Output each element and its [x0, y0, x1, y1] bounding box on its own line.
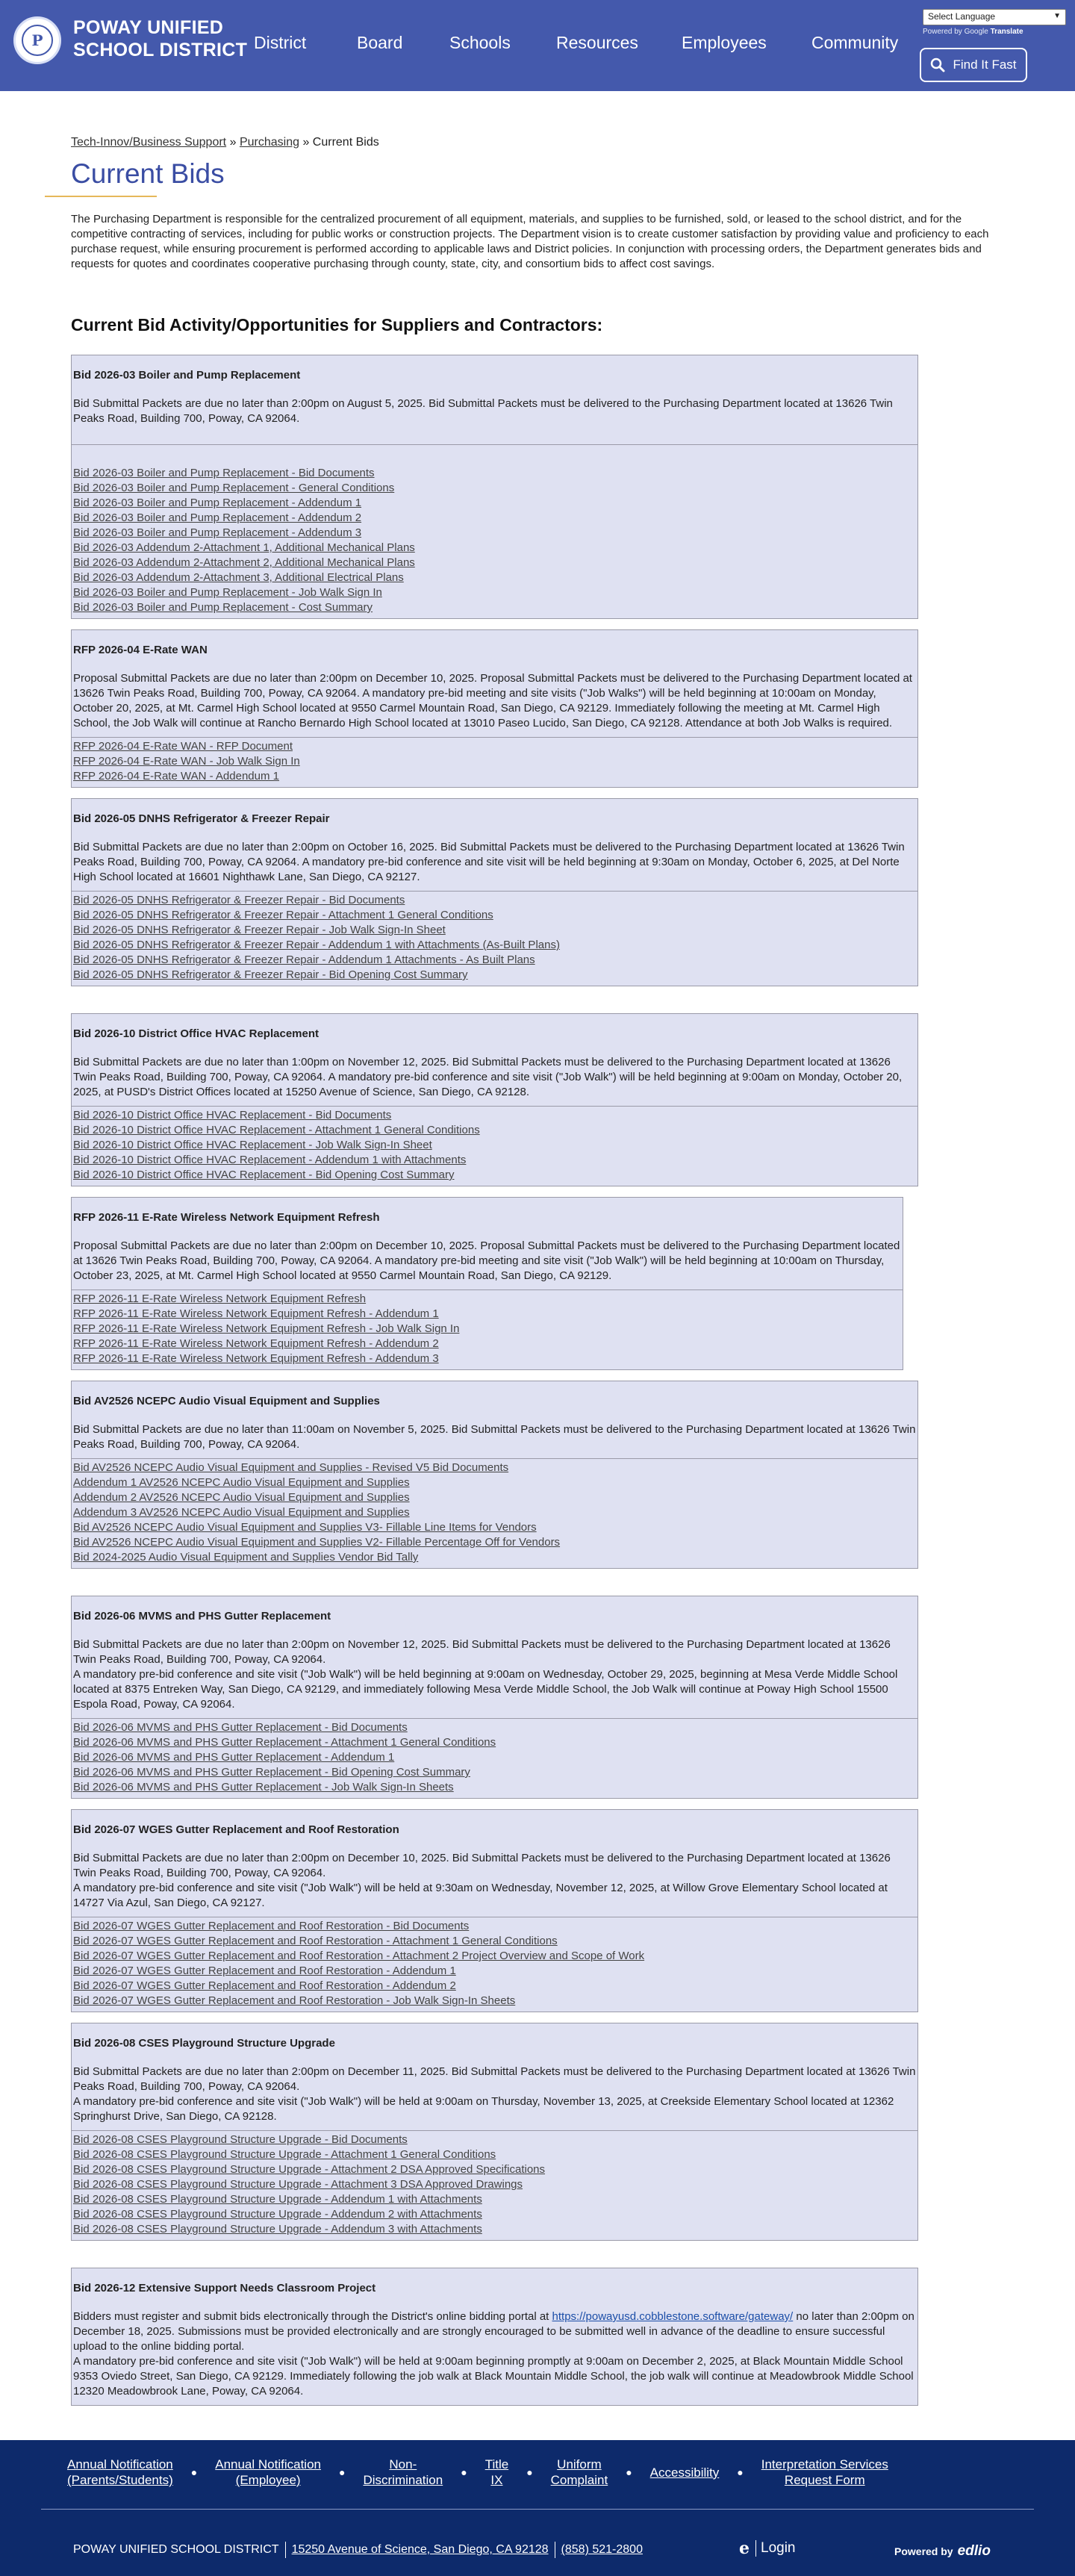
bid-document-links: [72, 1290, 903, 1369]
footer-link-line: (Employee): [235, 2473, 301, 2487]
bid-document-link[interactable]: Bid 2026-03 Addendum 2-Attachment 3, Additional Electrical Plans: [73, 571, 404, 584]
bid-description: [73, 1239, 901, 1284]
bid-document-link[interactable]: Bid 2026-10 District Office HVAC Replacement - Addendum 1 with Attachments: [73, 1154, 467, 1166]
bid-document-link[interactable]: Bid 2026-05 DNHS Refrigerator & Freezer Repair - Job Walk Sign-In Sheet: [73, 924, 446, 936]
bid-header: [72, 799, 917, 892]
bid-document-link[interactable]: Bid 2026-08 CSES Playground Structure Upgrade - Addendum 1 with Attachments: [73, 2193, 482, 2206]
powered-by-edlio[interactable]: [894, 2543, 991, 2560]
footer-contact: [73, 2542, 643, 2558]
bid-document-link[interactable]: RFP 2026-11 E-Rate Wireless Network Equipment Refresh - Addendum 1: [73, 1307, 439, 1320]
bid-title: Bid 2026-07 WGES Gutter Replacement and Roof Restoration: [73, 1823, 399, 1836]
footer-link[interactable]: [650, 2465, 720, 2480]
district-logo[interactable]: [13, 16, 61, 64]
bid-header: [72, 1198, 903, 1290]
bid-document-link[interactable]: RFP 2026-11 E-Rate Wireless Network Equipment Refresh - Job Walk Sign In: [73, 1322, 460, 1335]
bid-document-link[interactable]: Bid 2026-10 District Office HVAC Replacement - Bid Opening Cost Summary: [73, 1169, 455, 1181]
bidding-portal-link[interactable]: https://powayusd.cobblestone.software/gateway/: [552, 2310, 794, 2323]
bid-document-link[interactable]: Bid 2026-08 CSES Playground Structure Upgrade - Attachment 2 DSA Approved Specifications: [73, 2163, 546, 2176]
bid-document-links: [72, 1107, 917, 1186]
section-heading: Current Bid Activity/Opportunities for Suppliers and Contractors:: [71, 315, 603, 335]
footer-separator: [285, 2542, 286, 2558]
bid-description-text: Bidders must register and submit bids electronically through the District's online bidding portal at: [73, 2310, 552, 2323]
bid-document-link[interactable]: Bid 2026-06 MVMS and PHS Gutter Replacement - Bid Documents: [73, 1721, 408, 1734]
bid-document-link[interactable]: Bid 2024-2025 Audio Visual Equipment and Supplies Vendor Bid Tally: [73, 1551, 419, 1564]
bid-document-link[interactable]: Bid AV2526 NCEPC Audio Visual Equipment and Supplies V3- Fillable Line Items for Vendors: [73, 1521, 537, 1534]
bid-document-link[interactable]: Bid 2026-08 CSES Playground Structure Upgrade - Addendum 2 with Attachments: [73, 2208, 482, 2221]
footer-bullet-icon: ●: [737, 2466, 744, 2478]
nav-district[interactable]: District: [254, 33, 307, 52]
bid-document-link[interactable]: Bid 2026-03 Boiler and Pump Replacement - Addendum 1: [73, 497, 362, 509]
breadcrumb: [71, 136, 1075, 149]
bid-card: [71, 355, 918, 619]
footer-link[interactable]: [551, 2457, 608, 2488]
bid-header: [72, 1014, 917, 1107]
bid-title: Bid 2026-05 DNHS Refrigerator & Freezer Repair: [73, 812, 330, 825]
bid-description-text: Bid Submittal Packets are due no later than 2:00pm on August 5, 2025. Bid Submittal Packets must be delivered to the Purchasing Department located at 13626 Twin Peaks Road, Building 700, Poway, CA 92064.: [73, 397, 893, 425]
bid-document-links: [72, 1917, 917, 2012]
bid-document-link[interactable]: Bid 2026-08 CSES Playground Structure Upgrade - Attachment 1 General Conditions: [73, 2148, 496, 2161]
footer-link[interactable]: [363, 2457, 443, 2488]
page-title: Current Bids: [71, 158, 225, 189]
bid-description-text: A mandatory pre-bid conference and site visit ("Job Walk") will be held at 9:00am on Thursday, November 13, 2025, at Creekside Elementary School located at 12362 Springhurst Drive, San Diego, CA 92128.: [73, 2095, 894, 2123]
edlio-logo: edlio: [957, 2543, 991, 2559]
bid-description: [73, 2309, 916, 2399]
bid-title: Bid 2026-03 Boiler and Pump Replacement: [73, 369, 301, 382]
footer-link-line: Uniform: [557, 2457, 602, 2471]
intro-paragraph: The Purchasing Department is responsible for the centralized procurement of all equipment, materials, and supplies to be furnished, sold, or leased to the school district, and for the competitive contracting of services, including for public works or construction projects. The Department vision is to create customer satisfaction by providing value and proficiency to each purchase request, while ensuring procurement is performed according to applicable laws and District policies. In conjunction with processing orders, the Department generates bids and requests for quotes and coordinates cooperative purchasing through county, state, city, and consortium bids to affect cost savings.: [71, 213, 989, 270]
nav-board[interactable]: Board: [357, 33, 403, 52]
bid-document-link[interactable]: RFP 2026-11 E-Rate Wireless Network Equipment Refresh - Addendum 2: [73, 1337, 439, 1350]
bid-document-link[interactable]: Bid 2026-07 WGES Gutter Replacement and Roof Restoration - Job Walk Sign-In Sheets: [73, 1994, 516, 2007]
bid-document-links: [72, 892, 917, 986]
bid-document-link[interactable]: Bid 2026-03 Boiler and Pump Replacement - Job Walk Sign In: [73, 586, 382, 599]
bid-document-link[interactable]: RFP 2026-04 E-Rate WAN - Addendum 1: [73, 770, 279, 783]
bid-description-text: Bid Submittal Packets are due no later than 2:00pm on November 12, 2025. Bid Submittal Packets must be delivered to the Purchasing Department located at 13626 Twin Peaks Road, Building 700, Poway, CA 92064.: [73, 1638, 891, 1666]
bid-description-text: Proposal Submittal Packets are due no later than 2:00pm on December 10, 2025. Proposal Submittal Packets must be delivered to the Purchasing Department located at 13626 Twin Peaks Road, Building 700, Poway, CA 92064. A mandatory pre-bid meeting and site visit ("Job Walk") will be held beginning at 10:00am on Thursday, October 23, 2025, at Mt. Carmel High School located at 9550 Carmel Mountain Road, San Diego, CA 92129.: [73, 1239, 900, 1282]
google-translate-attribution: [923, 28, 1066, 36]
footer-links: [67, 2457, 888, 2488]
translate-link[interactable]: Translate: [990, 28, 1023, 36]
footer-bullet-icon: ●: [339, 2466, 346, 2478]
bid-document-link[interactable]: Bid 2026-05 DNHS Refrigerator & Freezer Repair - Bid Opening Cost Summary: [73, 968, 468, 981]
bid-description-text: no later than 2:00pm on December 18, 2025. Submissions must be provided electronically and are strongly encouraged to be submitted well in advance of the deadline to ensure successful upload to the online bidding portal.: [73, 2310, 914, 2353]
chevron-down-icon: ▼: [1053, 12, 1061, 20]
bid-description-text: A mandatory pre-bid conference and site visit ("Job Walk") will be held at 9:30am on Wednesday, November 12, 2025, at Willow Grove Elementary School located at 14727 Via Azul, San Diego, CA 92127.: [73, 1882, 888, 1909]
footer-bullet-icon: ●: [190, 2466, 198, 2478]
bid-document-link[interactable]: Bid 2026-07 WGES Gutter Replacement and Roof Restoration - Bid Documents: [73, 1920, 470, 1932]
bid-title: Bid AV2526 NCEPC Audio Visual Equipment and Supplies: [73, 1395, 380, 1407]
find-it-fast-label: Find It Fast: [953, 57, 1017, 72]
footer-bullet-icon: ●: [461, 2466, 467, 2478]
bid-document-link[interactable]: Addendum 3 AV2526 NCEPC Audio Visual Equipment and Supplies: [73, 1506, 410, 1519]
bid-document-links: [72, 1719, 917, 1798]
bid-description-text: A mandatory pre-bid conference and site visit ("Job Walk") will be held beginning at 9:00am on Wednesday, October 29, 2025, beginning at Mesa Verde Middle School located at 8375 Entreken Way, San Diego, CA 92129, and immediately following Mesa Verde Middle School, the Job Walk will continue at Poway High School 15500 Espola Road, Poway, CA 92064.: [73, 1668, 898, 1711]
footer-bullet-icon: ●: [526, 2466, 533, 2478]
bid-document-link[interactable]: Bid 2026-03 Boiler and Pump Replacement - Addendum 3: [73, 526, 362, 539]
bid-document-link[interactable]: Bid AV2526 NCEPC Audio Visual Equipment and Supplies V2- Fillable Percentage Off for Vendors: [73, 1536, 561, 1549]
bid-document-link[interactable]: Bid 2026-05 DNHS Refrigerator & Freezer Repair - Addendum 1 with Attachments (As-Built Plans): [73, 939, 560, 951]
bid-card: [71, 1809, 918, 2012]
bid-header: [72, 1596, 917, 1719]
bids-list: [71, 355, 1075, 2241]
bid-document-link[interactable]: Addendum 2 AV2526 NCEPC Audio Visual Equipment and Supplies: [73, 1491, 410, 1504]
footer-link-line: IX: [490, 2473, 503, 2487]
footer-divider: [41, 2509, 1034, 2510]
bid-document-links: [72, 2131, 917, 2240]
footer-phone-link[interactable]: (858) 521-2800: [561, 2543, 643, 2556]
bid-document-link[interactable]: Bid 2026-03 Boiler and Pump Replacement - Cost Summary: [73, 601, 373, 614]
language-select[interactable]: [923, 9, 1066, 25]
bid-header: [72, 630, 917, 738]
bid-document-link[interactable]: Bid 2026-06 MVMS and PHS Gutter Replacement - Attachment 1 General Conditions: [73, 1736, 496, 1749]
footer-bullet-icon: ●: [626, 2466, 632, 2478]
bid-document-links: [72, 445, 917, 618]
bid-document-link[interactable]: Bid 2026-07 WGES Gutter Replacement and Roof Restoration - Attachment 2 Project Overview and Scope of Work: [73, 1950, 645, 1962]
bid-description-text: Bid Submittal Packets are due no later than 2:00pm on October 16, 2025. Bid Submittal Packets must be delivered to the Purchasing Department located at 13626 Twin Peaks Road, Building 700, Poway, CA 92064. A mandatory pre-bid conference and site visit will be held beginning at 9:30am on Monday, October 6, 2025, at Del Norte High School located at 16601 Nighthawk Lane, San Diego, CA 92127.: [73, 841, 905, 883]
footer-district-name: POWAY UNIFIED SCHOOL DISTRICT: [73, 2543, 279, 2556]
bid-description: [73, 671, 916, 731]
bid-description: [73, 1055, 916, 1100]
bid-description-text: A mandatory pre-bid conference and site visit ("Job Walk") will be held at 9:00am beginning promptly at 9:00am on December 2, 2025, at Black Mountain Middle School 9353 Oviedo Street, San Diego, CA 92129. Immediately following the job walk at Black Mountain Middle School, the job walk will continue at Meadowbrook Middle School 12320 Meadowbrook Lane, Poway, CA 92064.: [73, 2355, 914, 2398]
bid-document-links: [72, 1459, 917, 1568]
login-link[interactable]: Login: [761, 2540, 796, 2556]
bid-card: [71, 2023, 918, 2241]
footer-link[interactable]: [215, 2457, 321, 2488]
main-content: [0, 91, 1075, 2406]
language-select-value: Select Language: [928, 11, 996, 22]
bid-header: [72, 355, 917, 445]
bid-document-link[interactable]: RFP 2026-04 E-Rate WAN - Job Walk Sign In: [73, 755, 300, 768]
bid-card: [71, 1013, 918, 1186]
bid-title: RFP 2026-04 E-Rate WAN: [73, 644, 208, 656]
footer-link-line: Annual Notification: [215, 2457, 321, 2471]
bid-description: [73, 1637, 916, 1712]
footer-link-line: Discrimination: [363, 2473, 443, 2487]
bid-document-link[interactable]: Bid 2026-05 DNHS Refrigerator & Freezer Repair - Attachment 1 General Conditions: [73, 909, 493, 921]
bid-description-text: Bid Submittal Packets are due no later than 1:00pm on November 12, 2025. Bid Submittal Packets must be delivered to the Purchasing Department located at 13626 Twin Peaks Road, Building 700, Poway, CA 92064. A mandatory pre-bid conference and site visit ("Job Walk") will be held beginning at 9:00am on Monday, October 20, 2025, at PUSD's District Offices located at 15250 Avenue of Science, San Diego, CA 92128.: [73, 1056, 903, 1098]
breadcrumb-current: Current Bids: [312, 136, 379, 149]
bid-title: RFP 2026-11 E-Rate Wireless Network Equipment Refresh: [73, 1211, 380, 1224]
footer-link-line: Accessibility: [649, 2465, 720, 2480]
bid-header: [72, 1810, 917, 1917]
bid-description-text: Bid Submittal Packets are due no later than 11:00am on November 5, 2025. Bid Submittal Packets must be delivered to the Purchasing Department located at 13626 Twin Peaks Road, Building 700, Poway, CA 92064.: [73, 1423, 916, 1451]
bid-description: [73, 1851, 916, 1911]
nav-employees[interactable]: Employees: [682, 33, 767, 52]
search-icon: [930, 57, 945, 72]
district-name-line2: SCHOOL DISTRICT: [73, 40, 248, 60]
bid-document-link[interactable]: RFP 2026-11 E-Rate Wireless Network Equipment Refresh - Addendum 3: [73, 1352, 439, 1365]
bid-card: [71, 2268, 918, 2406]
footer-separator: [755, 2540, 756, 2557]
bid-card: [71, 798, 918, 986]
bid-title: Bid 2026-08 CSES Playground Structure Upgrade: [73, 2037, 335, 2050]
bid-document-links: [72, 738, 917, 787]
district-name-line1: POWAY UNIFIED: [73, 17, 224, 38]
bid-title: Bid 2026-12 Extensive Support Needs Classroom Project: [73, 2282, 376, 2295]
footer-link[interactable]: [761, 2457, 888, 2488]
bid-document-link[interactable]: Bid 2026-03 Boiler and Pump Replacement - General Conditions: [73, 482, 395, 494]
bid-document-link[interactable]: Bid 2026-07 WGES Gutter Replacement and Roof Restoration - Addendum 1: [73, 1964, 456, 1977]
bid-document-link[interactable]: Bid 2026-07 WGES Gutter Replacement and Roof Restoration - Addendum 2: [73, 1979, 456, 1992]
bid-card: [71, 1596, 918, 1799]
bid-document-link[interactable]: Bid 2026-05 DNHS Refrigerator & Freezer Repair - Addendum 1 Attachments - As Built Plans: [73, 953, 535, 966]
bid-description: [73, 1422, 916, 1452]
bid-title: Bid 2026-06 MVMS and PHS Gutter Replacement: [73, 1610, 331, 1623]
bid-title: Bid 2026-10 District Office HVAC Replacement: [73, 1027, 319, 1040]
footer-link-line: Annual Notification: [67, 2457, 173, 2471]
breadcrumb-separator: »: [229, 136, 237, 149]
nav-schools[interactable]: Schools: [449, 33, 511, 52]
bid-document-link[interactable]: Bid 2026-06 MVMS and PHS Gutter Replacement - Bid Opening Cost Summary: [73, 1766, 470, 1779]
bid-document-link[interactable]: Bid 2026-08 CSES Playground Structure Upgrade - Addendum 3 with Attachments: [73, 2223, 482, 2236]
bid-document-link[interactable]: Bid 2026-03 Addendum 2-Attachment 1, Additional Mechanical Plans: [73, 541, 415, 554]
bid-document-link[interactable]: RFP 2026-11 E-Rate Wireless Network Equipment Refresh: [73, 1292, 367, 1305]
bid-card: [71, 1197, 903, 1370]
bid-document-link[interactable]: Addendum 1 AV2526 NCEPC Audio Visual Equipment and Supplies: [73, 1476, 410, 1489]
footer-link-line: Request Form: [784, 2473, 865, 2487]
breadcrumb-separator: »: [302, 136, 310, 149]
bid-header: [72, 2268, 917, 2405]
site-footer: [0, 2440, 1075, 2576]
footer-login[interactable]: [739, 2539, 796, 2558]
bid-document-link[interactable]: Bid 2026-10 District Office HVAC Replacement - Bid Documents: [73, 1109, 392, 1121]
bid-document-link[interactable]: Bid AV2526 NCEPC Audio Visual Equipment and Supplies - Revised V5 Bid Documents: [73, 1461, 509, 1474]
bid-document-link[interactable]: Bid 2026-10 District Office HVAC Replacement - Job Walk Sign-In Sheet: [73, 1139, 432, 1151]
google-logo-text: Google: [964, 28, 988, 36]
bid-card: [71, 1381, 918, 1569]
bid-description-text: Bid Submittal Packets are due no later than 2:00pm on December 10, 2025. Bid Submittal Packets must be delivered to the Purchasing Department located at 13626 Twin Peaks Road, Building 700, Poway, CA 92064.: [73, 1852, 891, 1879]
bid-document-link[interactable]: Bid 2026-08 CSES Playground Structure Upgrade - Attachment 3 DSA Approved Drawings: [73, 2178, 523, 2191]
footer-link-line: Complaint: [550, 2473, 608, 2487]
site-header: [0, 0, 1075, 91]
powered-by-label: Powered by: [923, 28, 962, 36]
footer-link-line: Non-: [389, 2457, 417, 2471]
find-it-fast-button[interactable]: [920, 48, 1027, 82]
bid-document-link[interactable]: Bid 2026-08 CSES Playground Structure Upgrade - Bid Documents: [73, 2133, 408, 2146]
nav-community[interactable]: Community: [811, 33, 899, 52]
bid-card: [71, 629, 918, 788]
footer-address-link[interactable]: 15250 Avenue of Science, San Diego, CA 92128: [291, 2543, 549, 2556]
footer-link[interactable]: [485, 2457, 509, 2488]
powered-by-label: Powered by: [894, 2545, 953, 2557]
bid-document-link[interactable]: Bid 2026-06 MVMS and PHS Gutter Replacement - Addendum 1: [73, 1751, 395, 1764]
bid-document-link[interactable]: Bid 2026-10 District Office HVAC Replacement - Attachment 1 General Conditions: [73, 1124, 480, 1136]
bid-document-link[interactable]: RFP 2026-04 E-Rate WAN - RFP Document: [73, 740, 293, 753]
footer-link-line: Title: [484, 2457, 509, 2471]
bid-document-link[interactable]: Bid 2026-06 MVMS and PHS Gutter Replacement - Job Walk Sign-In Sheets: [73, 1781, 454, 1793]
bid-description-text: Proposal Submittal Packets are due no later than 2:00pm on December 10, 2025. Proposal Submittal Packets must be delivered to the Purchasing Department located at 13626 Twin Peaks Road, Building 700, Poway, CA 92064. A mandatory pre-bid meeting and site visits ("Job Walks") will be held beginning at 10:00am on Monday, October 20, 2025, at Mt. Carmel High School located at 9550 Carmel Mountain Road, San Diego, CA 92129. Immediately following the meeting at Mt. Carmel High School, the Job Walk will continue at Rancho Bernardo High School located at 13010 Paseo Lucido, San Diego, CA 92128. Attendance at both Job Walks is required.: [73, 672, 912, 729]
bid-document-link[interactable]: Bid 2026-03 Addendum 2-Attachment 2, Additional Mechanical Plans: [73, 556, 415, 569]
bid-document-link[interactable]: Bid 2026-05 DNHS Refrigerator & Freezer Repair - Bid Documents: [73, 894, 405, 906]
bid-header: [72, 1381, 917, 1459]
bid-description: [73, 396, 916, 426]
bid-description: [73, 2065, 916, 2124]
bid-document-link[interactable]: Bid 2026-07 WGES Gutter Replacement and Roof Restoration - Attachment 1 General Conditions: [73, 1935, 558, 1947]
footer-link[interactable]: [67, 2457, 173, 2488]
bid-document-link[interactable]: Bid 2026-03 Boiler and Pump Replacement - Addendum 2: [73, 511, 362, 524]
district-seal-icon: P: [22, 25, 53, 56]
footer-link-line: (Parents/Students): [67, 2473, 173, 2487]
bid-document-link[interactable]: Bid 2026-03 Boiler and Pump Replacement - Bid Documents: [73, 467, 375, 479]
language-widget: [923, 9, 1066, 36]
breadcrumb-tech-innov[interactable]: Tech-Innov/Business Support: [71, 136, 227, 149]
nav-resources[interactable]: Resources: [556, 33, 638, 52]
bid-description-text: Bid Submittal Packets are due no later than 2:00pm on December 11, 2025. Bid Submittal Packets must be delivered to the Purchasing Department located at 13626 Twin Peaks Road, Building 700, Poway, CA 92064.: [73, 2065, 916, 2093]
district-name[interactable]: [73, 16, 247, 61]
title-underline: [45, 196, 157, 197]
edlio-e-icon: e: [739, 2539, 750, 2558]
bid-header: [72, 2023, 917, 2131]
breadcrumb-purchasing[interactable]: Purchasing: [239, 136, 299, 149]
footer-link-line: Interpretation Services: [761, 2457, 888, 2471]
bid-description: [73, 840, 916, 885]
